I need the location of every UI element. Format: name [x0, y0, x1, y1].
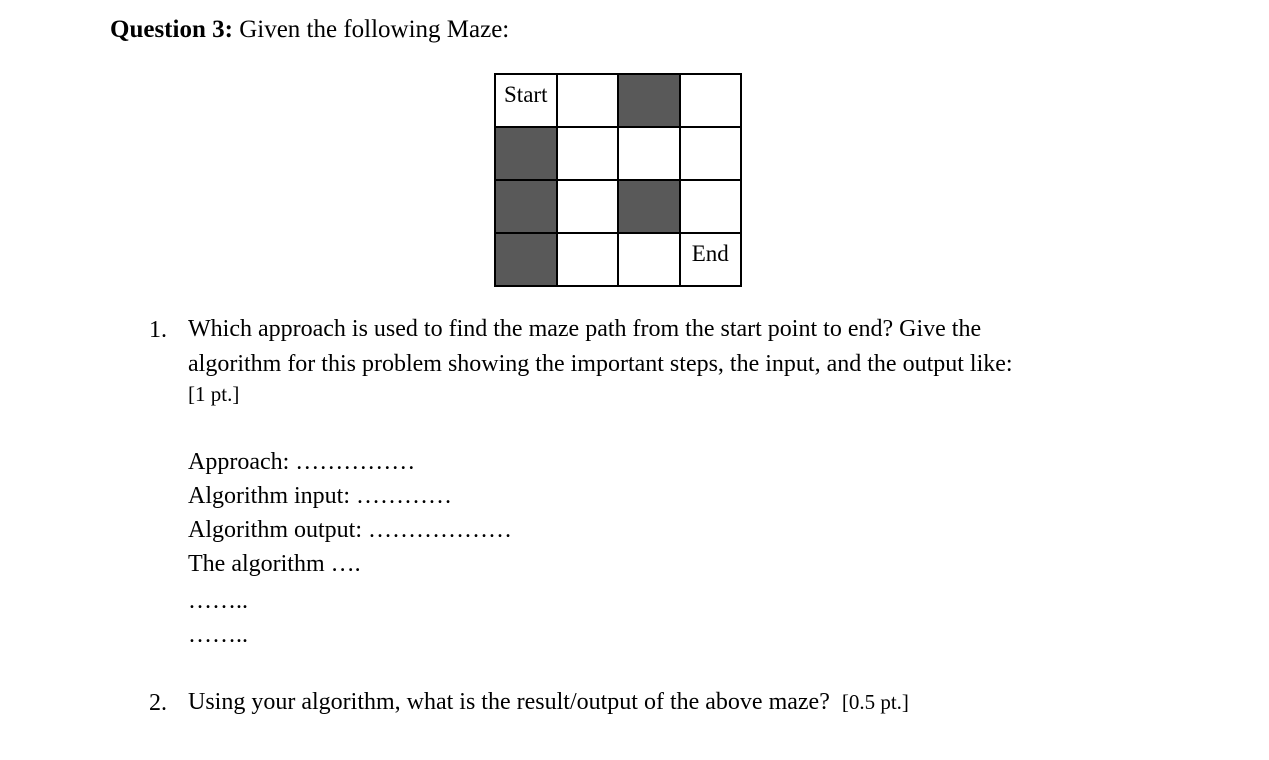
- item-1-line-2: algorithm for this problem showing the important steps, the input, and the output like:: [188, 351, 1013, 377]
- maze-cell-open: [680, 233, 742, 286]
- item-2-line: [188, 685, 909, 720]
- item-2-text: Using your algorithm, what is the result/output of the above maze?: [188, 689, 830, 715]
- maze-cell-open: [495, 74, 557, 127]
- maze-cell-open: [557, 127, 619, 180]
- maze-cell-open: [557, 233, 619, 286]
- item-1-line-1: Which approach is used to find the maze path from the start point to end? Give the: [188, 316, 982, 342]
- answer-approach: Approach: ……………: [188, 449, 416, 475]
- maze-cell-open: [557, 180, 619, 233]
- maze-cell-blocked: [618, 74, 680, 127]
- maze-cell-open: [557, 74, 619, 127]
- maze-cell-blocked: [495, 233, 557, 286]
- maze-cell-open: [618, 127, 680, 180]
- maze-cell-blocked: [618, 180, 680, 233]
- item-2-number: 2.: [149, 690, 167, 716]
- question-title: [110, 14, 509, 46]
- question-text: Given the following Maze:: [232, 16, 510, 43]
- answer-dots-1: ……..: [188, 588, 248, 614]
- maze-grid: [494, 73, 742, 287]
- maze-cell-blocked: [495, 127, 557, 180]
- answer-algorithm: The algorithm ….: [188, 551, 361, 577]
- answer-input: Algorithm input: …………: [188, 483, 452, 509]
- maze-cell-open: [680, 127, 742, 180]
- maze-cell-open: [680, 180, 742, 233]
- maze-cell-open: [680, 74, 742, 127]
- question-number: Question 3:: [110, 16, 233, 43]
- maze-cell-open: [618, 233, 680, 286]
- maze-cell-blocked: [495, 180, 557, 233]
- item-1-points: [1 pt.]: [188, 382, 240, 406]
- answer-output: Algorithm output: ………………: [188, 517, 512, 543]
- maze-cell-label: End: [691, 241, 729, 266]
- answer-dots-2: ……..: [188, 622, 248, 648]
- item-2-points: [0.5 pt.]: [841, 690, 909, 714]
- maze-cell-label: Start: [504, 82, 548, 107]
- item-1-number: 1.: [149, 317, 167, 343]
